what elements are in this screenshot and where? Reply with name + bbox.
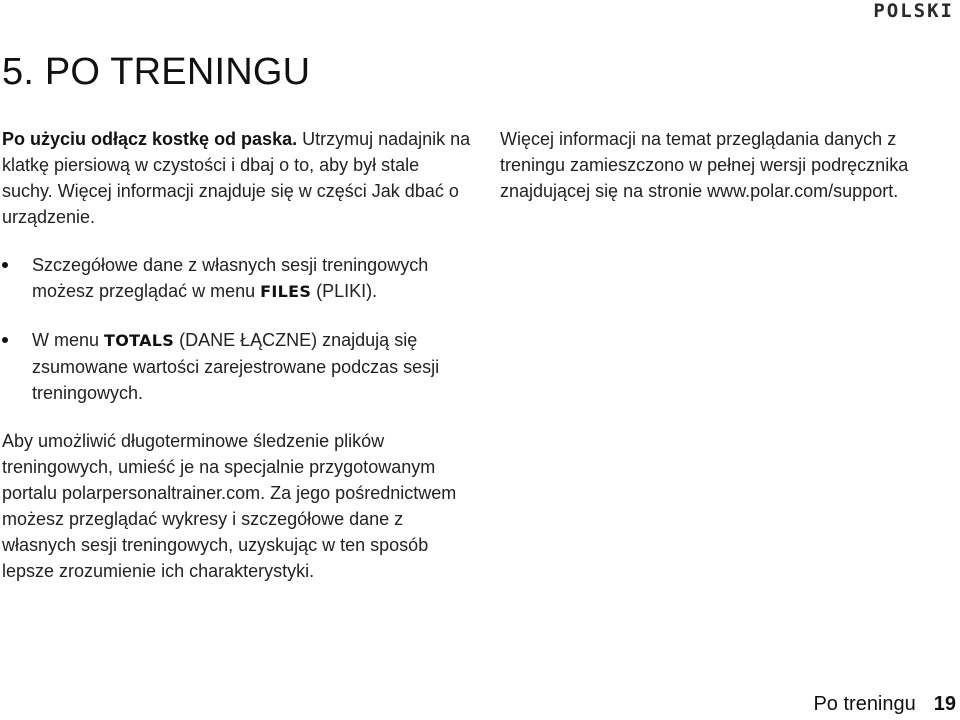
footer-section-name: Po treningu <box>813 693 916 715</box>
bullet-text-before: Szczegółowe dane z własnych sesji treningowych możesz przeglądać w menu <box>32 255 429 301</box>
intro-bold-text: Po użyciu odłącz kostkę od paska. <box>2 129 298 149</box>
page-number: 19 <box>933 693 956 715</box>
support-paragraph: Więcej informacji na temat przeglądania danych z treningu zamieszczono w pełnej wersji podręcznika znajdującej się na stronie www.polar.com/support. <box>500 129 909 201</box>
bullet-text-after: (PLIKI). <box>311 281 378 301</box>
bullet-item-files <box>2 252 472 305</box>
bullet-text-before: W menu <box>32 330 105 350</box>
closing-paragraph: Aby umożliwić długoterminowe śledzenie plików treningowych, umieść je na specjalnie przygotowanym portalu polarpersonaltrainer.com. Za jego pośrednictwem możesz przeglądać wykresy i szczegółowe dane z własnych sesji treningowych, uzyskując w ten sposób lepsze zrozumienie ich charakterystyki. <box>2 431 457 581</box>
bullet-icon <box>2 262 8 268</box>
bullet-text-after: (DANE ŁĄCZNE) znajdują się zsumowane wartości zarejestrowane podczas sesji treningowych. <box>32 330 440 403</box>
bullet-icon <box>2 337 8 343</box>
left-column <box>2 126 472 584</box>
menu-term-files: FILES <box>260 282 312 301</box>
menu-term-totals: TOTALS <box>104 331 175 350</box>
bullet-item-totals <box>2 327 472 406</box>
intro-paragraph <box>2 126 472 230</box>
page-footer <box>813 693 956 716</box>
page-title: 5. PO TRENINGU <box>2 51 311 93</box>
bullet-list <box>2 252 472 406</box>
intro-text: Utrzymuj nadajnik na klatkę piersiową w czystości i dbaj o to, aby był stale suchy. Więcej informacji znajduje się w części Jak dbać o urządzenie. <box>2 129 471 227</box>
right-column <box>500 126 940 204</box>
language-label: POLSKI <box>873 0 954 22</box>
